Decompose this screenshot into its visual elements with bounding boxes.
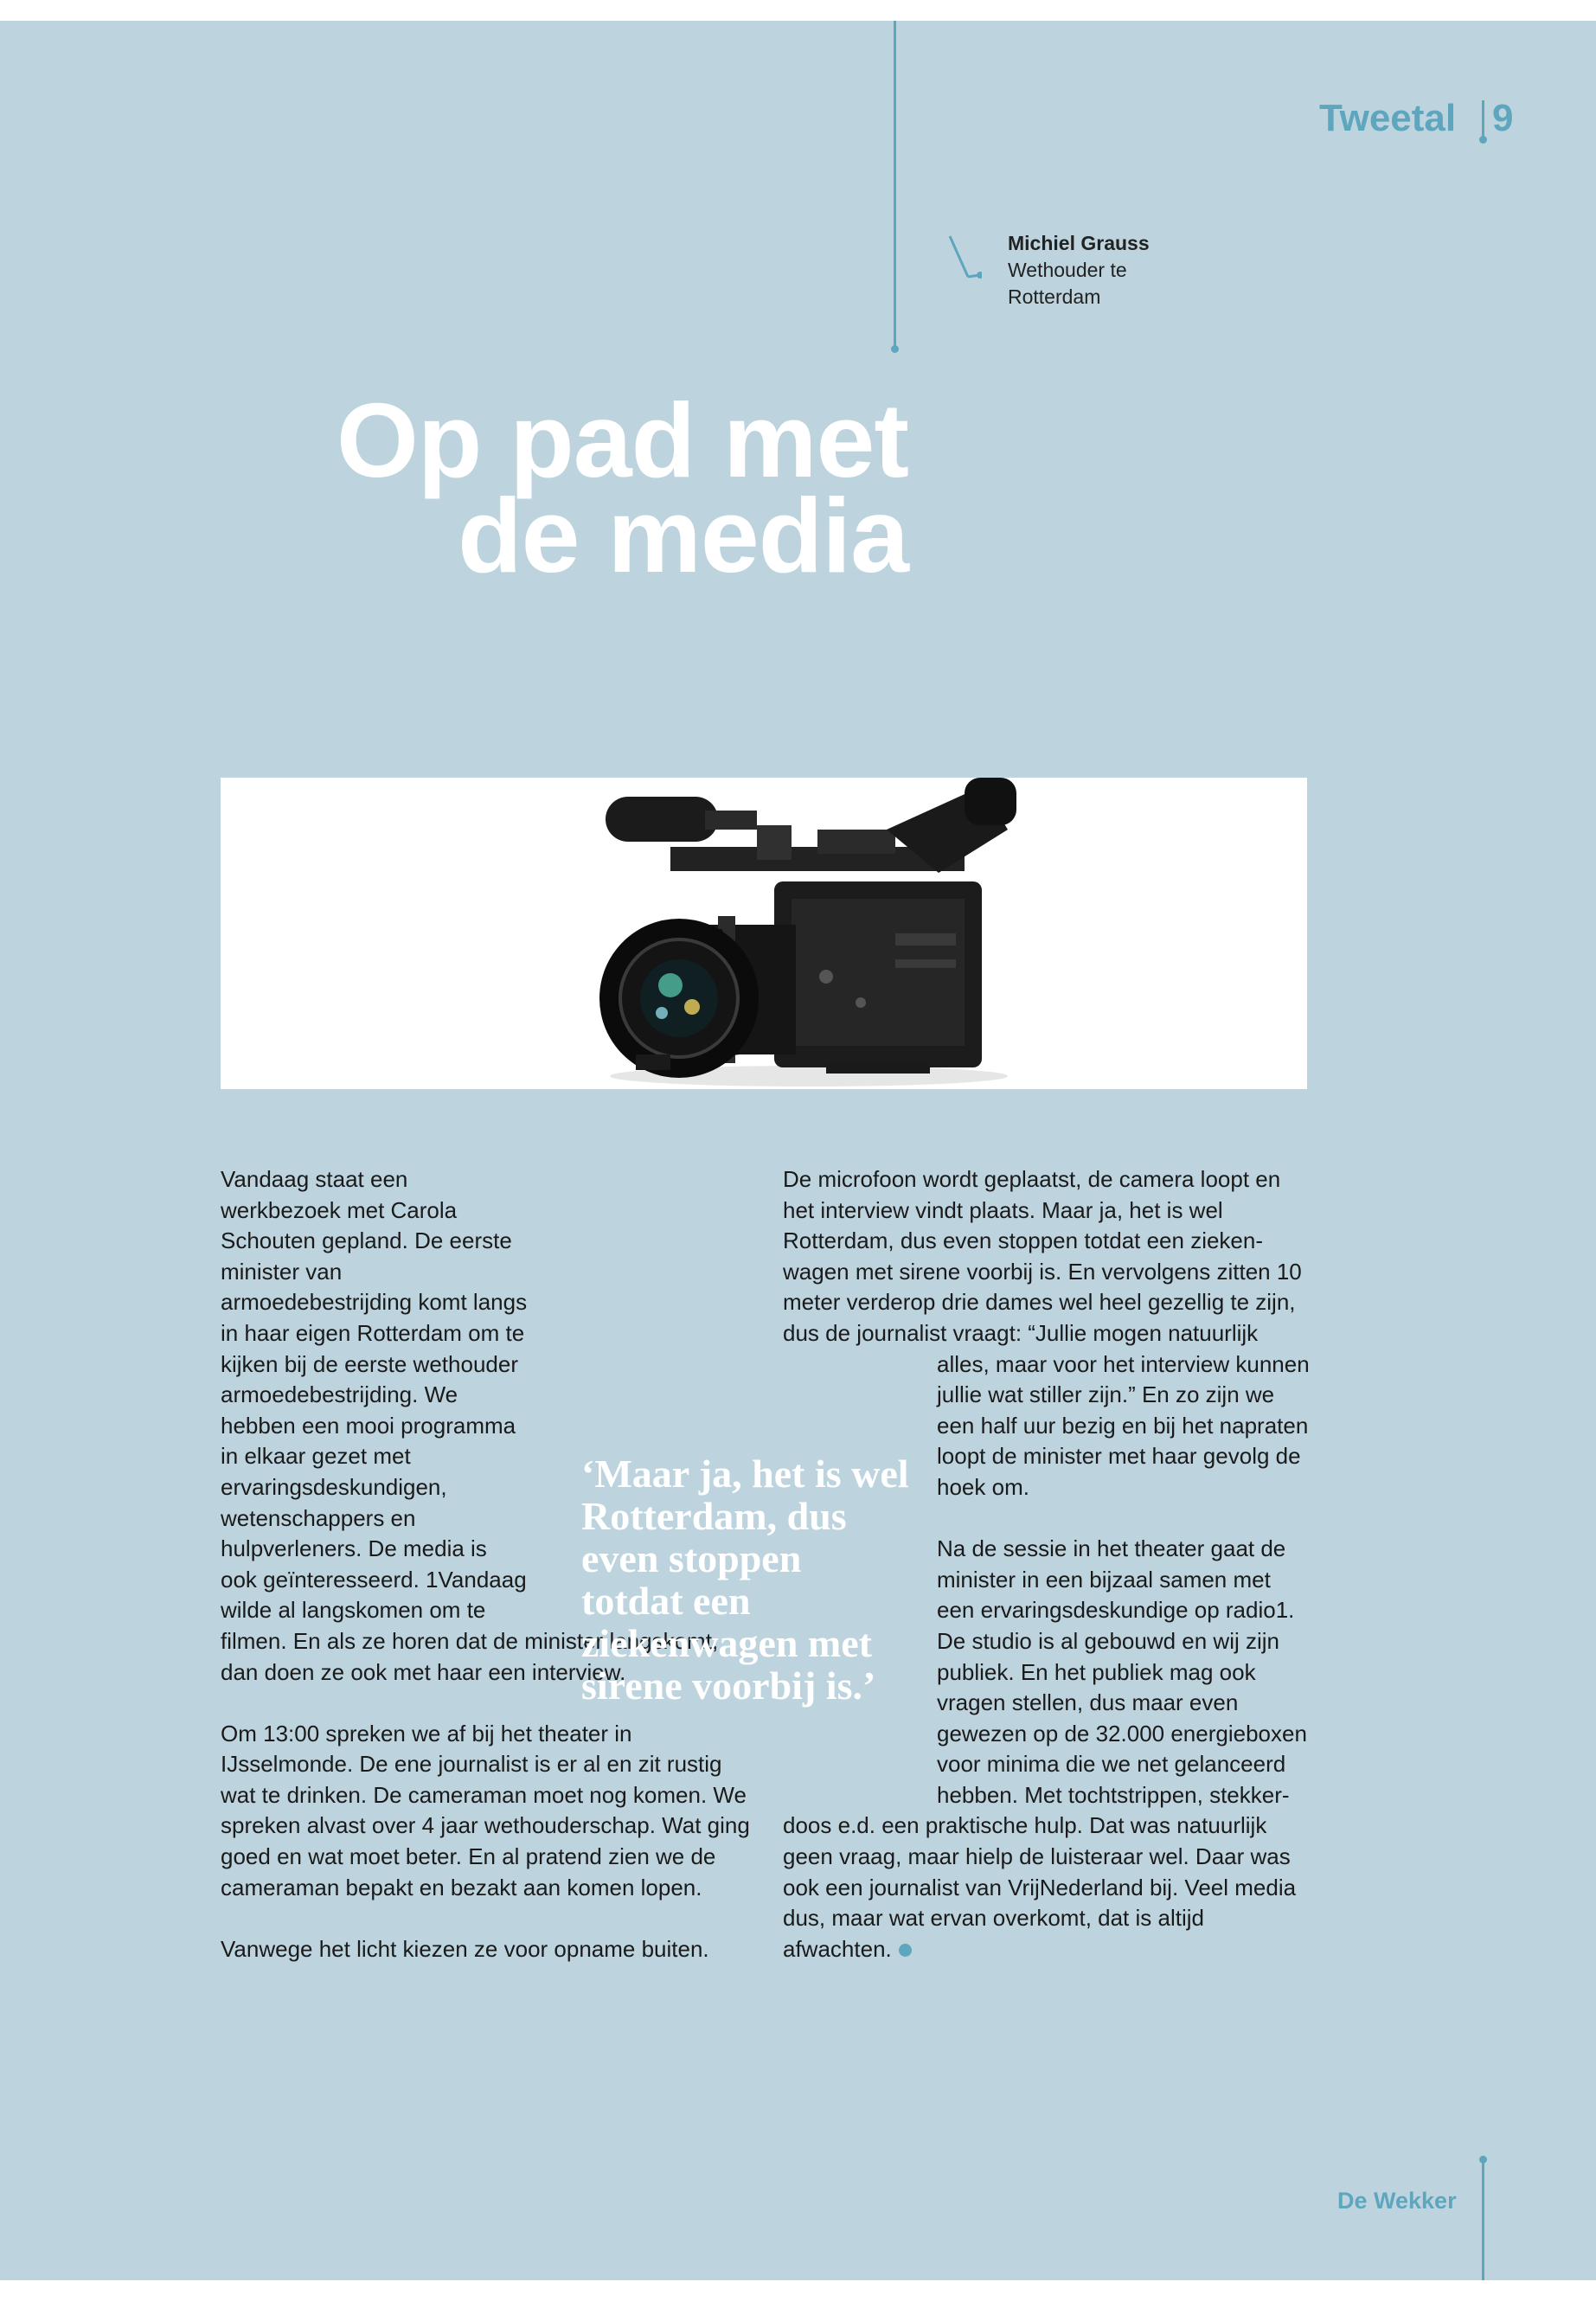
top-divider-line bbox=[894, 21, 896, 348]
magazine-page bbox=[0, 21, 1596, 2280]
article-paragraph: Vandaag staat een werkbezoek met Carola Schouten gepland. De eerste minister van armoedebestrijding komt langs in haar eigen Rotterdam om te kijken bij de eerste wethouder armoedebestrijding. We hebben een mooi programma in elkaar gezet met ervaringsdeskundigen, wetenschappers en hulpverleners. De media is ook geïnteresseerd. 1Vandaag wilde al langskomen om te filmen. En als ze horen dat de minister langskomt, dan doen ze ook met haar een interview. bbox=[221, 1166, 719, 1685]
section-title: Tweetal bbox=[1319, 97, 1457, 139]
article-paragraph: Vanwege het licht kiezen ze voor opname buiten. bbox=[221, 1935, 709, 1962]
headline-line1: Op pad met bbox=[336, 381, 908, 499]
camera-photo bbox=[221, 778, 1307, 1089]
bottom-divider-line bbox=[1482, 2161, 1484, 2280]
article-paragraph: De microfoon wordt geplaatst, de camera loopt en het interview vindt plaats. Maar ja, het is wel Rotterdam, dus even stoppen totdat een ziekenwagen met sirene voorbij is. En vervolgens zitten 10 meter verderop drie dames wel heel gezellig te zijn, dus de journalist vraagt: “Jullie mogen natuurlijk alles, maar voor het interview kunnen jullie wat stiller zijn.” En zo zijn we een half uur bezig en bij het napraten loopt de minister met haar gevolg de hoek om. bbox=[783, 1166, 1310, 1500]
camera-icon bbox=[221, 778, 1307, 1089]
end-mark-icon bbox=[899, 1944, 912, 1957]
pull-quote: ‘Maar ja, het is wel Rotterdam, dus even stoppen totdat een ziekenwagen met sirene voorbij is.’ bbox=[581, 1452, 909, 1708]
byline-arrow-icon bbox=[947, 234, 982, 285]
page-number: 9 bbox=[1492, 97, 1514, 139]
author-byline bbox=[1008, 230, 1150, 311]
author-name: Michiel Grauss bbox=[1008, 232, 1150, 254]
author-role-line1: Wethouder te bbox=[1008, 259, 1127, 281]
article-headline bbox=[285, 381, 908, 594]
author-role-line2: Rotterdam bbox=[1008, 285, 1101, 308]
article-paragraph: Na de sessie in het theater gaat de minister in een bijzaal samen met een ervaringsdeskundige op radio1. De studio is al gebouwd en wij zijn publiek. En het publiek mag ook vragen stellen, dus maar even gewezen op de 32.000 energieboxen voor minima die we net gelanceerd hebben. Met tochtstrippen, stekkerdoos e.d. een praktische hulp. Dat was natuurlijk geen vraag, maar hielp de luisteraar wel. Daar was ook een journalist van VrijNederland bij. Veel media dus, maar wat ervan overkomt, dat is altijd afwachten. bbox=[783, 1535, 1307, 1962]
page-number-separator bbox=[1482, 100, 1484, 138]
article-paragraph: Om 13:00 spreken we af bij het theater in IJsselmonde. De ene journalist is er al en zit rustig wat te drinken. De cameraman moet nog komen. We spreken alvast over 4 jaar wethouderschap. Wat ging goed en wat moet beter. En al pratend zien we de cameraman bepakt en bezakt aan komen lopen. bbox=[221, 1720, 750, 1900]
headline-line2: de media bbox=[458, 477, 908, 594]
magazine-name: De Wekker bbox=[1337, 2188, 1457, 2214]
